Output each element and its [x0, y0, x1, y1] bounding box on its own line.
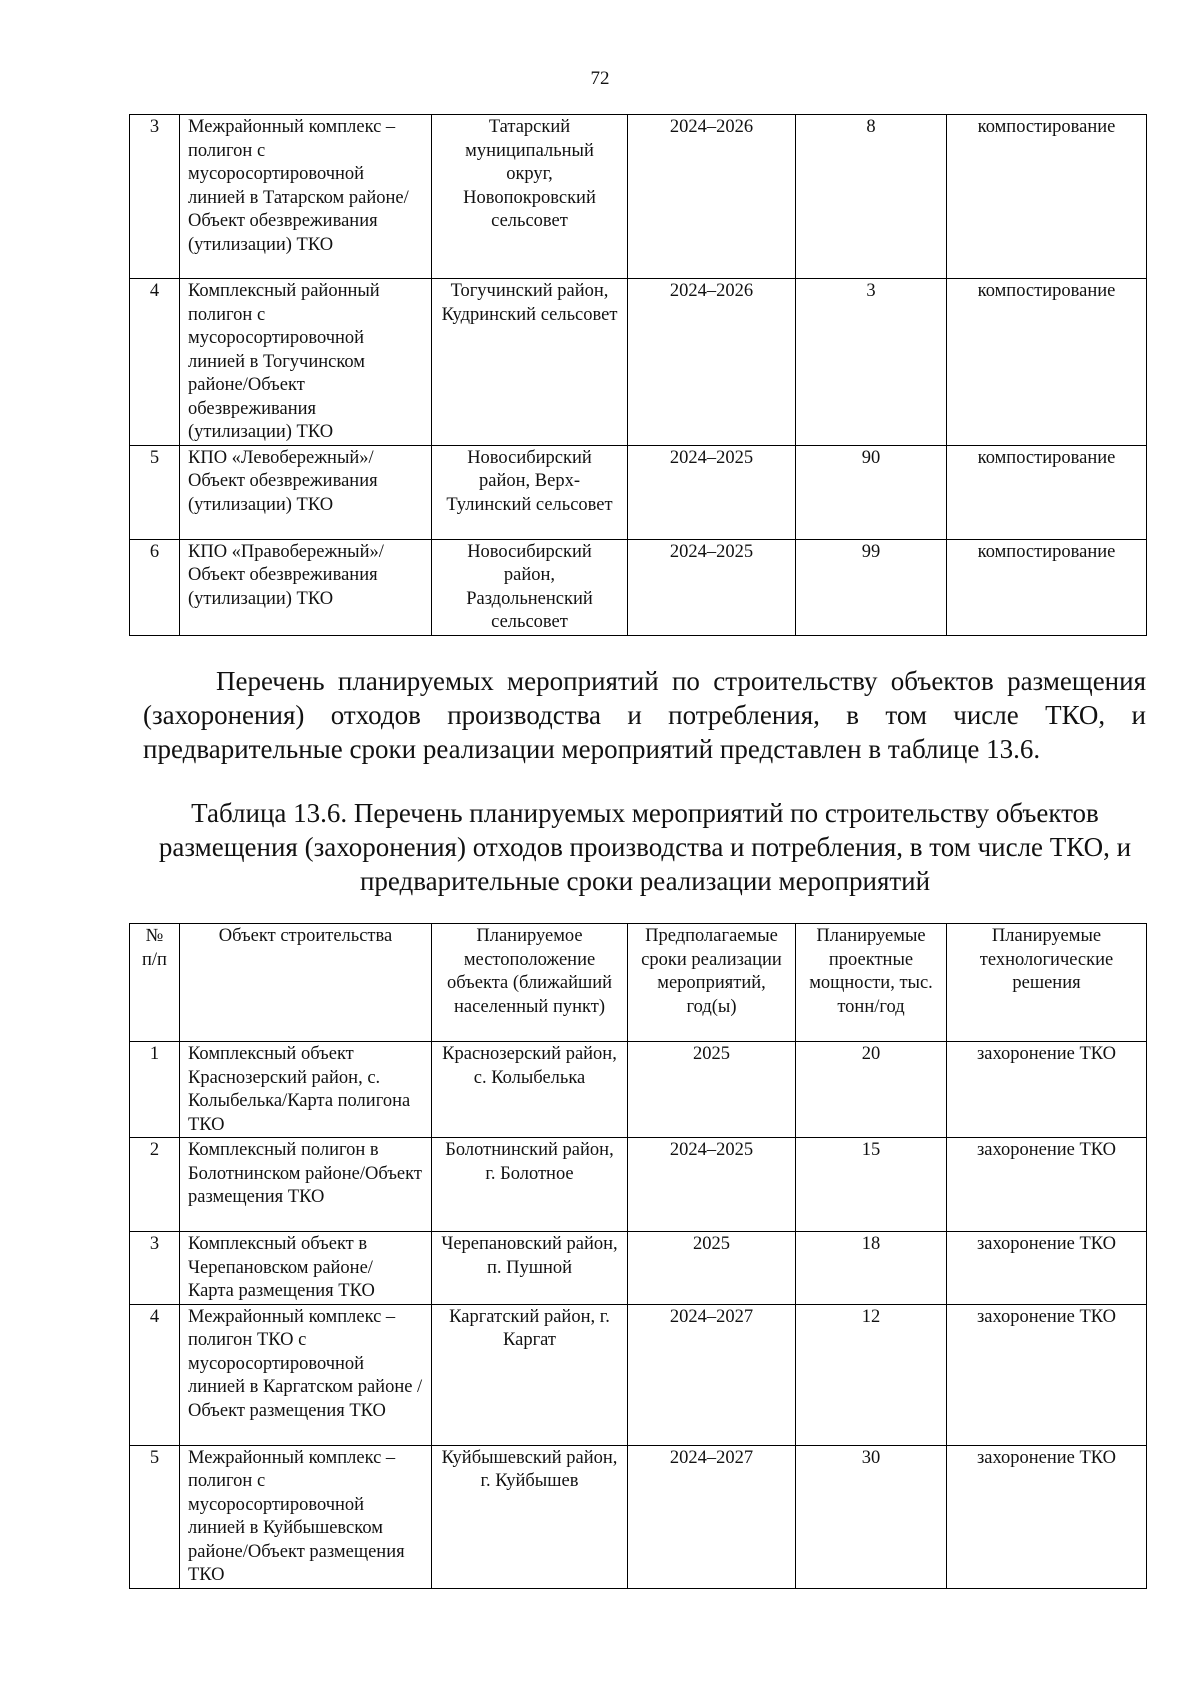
implementation-term: 2024–2025 [628, 445, 796, 539]
object-location: Черепановский район, п. Пушной [432, 1232, 628, 1305]
capacity: 30 [796, 1445, 947, 1588]
header-object: Объект строительства [180, 924, 432, 1042]
table-13-6 [129, 923, 1147, 1589]
object-location: Новосибирский район, Раздольненский сельсовет [432, 539, 628, 635]
header-capacity: Планируемые проектные мощности, тыс. тонн/год [796, 924, 947, 1042]
table-row [130, 445, 1147, 539]
row-number: 6 [130, 539, 180, 635]
table-row [130, 1138, 1147, 1232]
object-name: Межрайонный комплекс – полигон ТКО с мусоросортировочной линией в Каргатском районе /Объект размещения ТКО [180, 1304, 432, 1445]
object-location: Тогучинский район, Кудринский сельсовет [432, 279, 628, 446]
implementation-term: 2024–2027 [628, 1304, 796, 1445]
capacity: 18 [796, 1232, 947, 1305]
capacity: 90 [796, 445, 947, 539]
table-row [130, 539, 1147, 635]
capacity: 12 [796, 1304, 947, 1445]
implementation-term: 2024–2026 [628, 279, 796, 446]
table-row [130, 1042, 1147, 1138]
row-number: 2 [130, 1138, 180, 1232]
object-name: Межрайонный комплекс – полигон с мусоросортировочной линией в Куйбышевском районе/Объект размещения ТКО [180, 1445, 432, 1588]
object-location: Новосибирский район, Верх-Тулинский сельсовет [432, 445, 628, 539]
table-row [130, 1232, 1147, 1305]
row-number: 5 [130, 1445, 180, 1588]
technology: компостирование [947, 279, 1147, 446]
header-technology: Планируемые технологические решения [947, 924, 1147, 1042]
technology: компостирование [947, 115, 1147, 279]
table-previous-continuation [129, 114, 1147, 636]
object-location: Каргатский район, г. Каргат [432, 1304, 628, 1445]
implementation-term: 2024–2025 [628, 539, 796, 635]
page-number: 72 [590, 68, 610, 89]
row-number: 3 [130, 115, 180, 279]
implementation-term: 2025 [628, 1042, 796, 1138]
technology: захоронение ТКО [947, 1042, 1147, 1138]
implementation-term: 2025 [628, 1232, 796, 1305]
table-row [130, 115, 1147, 279]
technology: компостирование [947, 445, 1147, 539]
table-header-row [130, 924, 1147, 1042]
body-paragraph: Перечень планируемых мероприятий по строительству объектов размещения (захоронения) отходов производства и потребления, в том числе ТКО, и предварительные сроки реализации мероприятий представлен в таблице 13.6. [143, 666, 1146, 764]
header-number: № п/п [130, 924, 180, 1042]
object-name: КПО «Правобережный»/Объект обезвреживания (утилизации) ТКО [180, 539, 432, 635]
header-location: Планируемое местоположение объекта (ближайший населенный пункт) [432, 924, 628, 1042]
row-number: 3 [130, 1232, 180, 1305]
object-name: Комплексный объект Краснозерский район, с. Колыбелька/Карта полигона ТКО [180, 1042, 432, 1138]
object-location: Татарский муниципальный округ, Новопокровский сельсовет [432, 115, 628, 279]
technology: захоронение ТКО [947, 1138, 1147, 1232]
object-name: КПО «Левобережный»/Объект обезвреживания (утилизации) ТКО [180, 445, 432, 539]
capacity: 3 [796, 279, 947, 446]
implementation-term: 2024–2026 [628, 115, 796, 279]
object-location: Куйбышевский район, г. Куйбышев [432, 1445, 628, 1588]
table-row [130, 1445, 1147, 1588]
object-name: Комплексный районный полигон с мусоросортировочной линией в Тогучинском районе/Объект обезвреживания (утилизации) ТКО [180, 279, 432, 446]
header-term: Предполагаемые сроки реализации мероприятий, год(ы) [628, 924, 796, 1042]
table-caption: Таблица 13.6. Перечень планируемых мероприятий по строительству объектов размещения (захоронения) отходов производства и потребления, в том числе ТКО, и предварительные сроки реализации мероприятий [158, 798, 1132, 896]
implementation-term: 2024–2025 [628, 1138, 796, 1232]
technology: компостирование [947, 539, 1147, 635]
row-number: 4 [130, 1304, 180, 1445]
object-name: Межрайонный комплекс – полигон с мусоросортировочной линией в Татарском районе/Объект обезвреживания (утилизации) ТКО [180, 115, 432, 279]
object-location: Болотнинский район, г. Болотное [432, 1138, 628, 1232]
object-name: Комплексный объект в Черепановском районе/ Карта размещения ТКО [180, 1232, 432, 1305]
technology: захоронение ТКО [947, 1304, 1147, 1445]
capacity: 99 [796, 539, 947, 635]
row-number: 1 [130, 1042, 180, 1138]
capacity: 8 [796, 115, 947, 279]
implementation-term: 2024–2027 [628, 1445, 796, 1588]
row-number: 4 [130, 279, 180, 446]
row-number: 5 [130, 445, 180, 539]
table-row [130, 1304, 1147, 1445]
table-row [130, 279, 1147, 446]
capacity: 15 [796, 1138, 947, 1232]
object-location: Краснозерский район, с. Колыбелька [432, 1042, 628, 1138]
object-name: Комплексный полигон в Болотнинском районе/Объект размещения ТКО [180, 1138, 432, 1232]
technology: захоронение ТКО [947, 1445, 1147, 1588]
technology: захоронение ТКО [947, 1232, 1147, 1305]
capacity: 20 [796, 1042, 947, 1138]
